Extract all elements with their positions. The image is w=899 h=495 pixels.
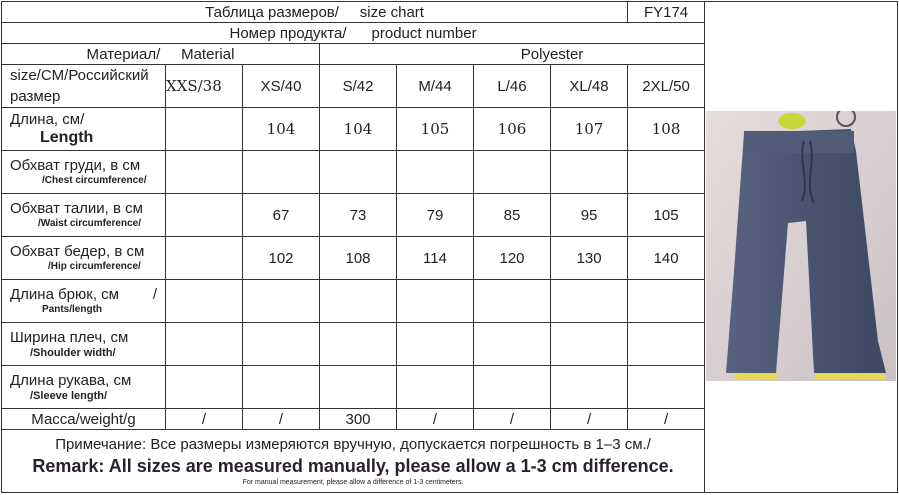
table-cell bbox=[243, 280, 320, 323]
table-row-sleeve bbox=[2, 366, 705, 409]
table-cell: / bbox=[551, 409, 628, 430]
table-cell: 85 bbox=[474, 194, 551, 237]
table-cell bbox=[243, 151, 320, 194]
product-number-row bbox=[2, 23, 705, 44]
table-cell bbox=[320, 280, 397, 323]
table-cell: 130 bbox=[551, 237, 628, 280]
table-cell bbox=[474, 366, 551, 409]
table-cell bbox=[551, 280, 628, 323]
table-cell bbox=[397, 323, 474, 366]
size-chart-table bbox=[1, 1, 705, 493]
hem-right bbox=[814, 373, 886, 379]
hem-left bbox=[734, 373, 778, 379]
table-cell: 95 bbox=[551, 194, 628, 237]
row-label-ru-suffix: / bbox=[152, 285, 157, 303]
row-label-en: /Shoulder width/ bbox=[30, 346, 116, 359]
table-cell bbox=[320, 366, 397, 409]
table-cell bbox=[551, 366, 628, 409]
style-code: FY174 bbox=[628, 2, 705, 23]
table-cell bbox=[474, 151, 551, 194]
product-number-en: product number bbox=[371, 24, 477, 42]
table-cell bbox=[166, 323, 243, 366]
chart-title-ru: Таблица размеров/ bbox=[205, 3, 339, 21]
table-cell bbox=[320, 323, 397, 366]
size-header-label: size/CM/Российский размер bbox=[2, 65, 166, 108]
size-xs: XS/40 bbox=[243, 65, 320, 108]
row-label-chest bbox=[2, 151, 166, 194]
weight-label: Масса/weight/g bbox=[2, 409, 166, 430]
table-cell bbox=[397, 366, 474, 409]
table-cell: 120 bbox=[474, 237, 551, 280]
table-cell bbox=[628, 280, 705, 323]
size-m: M/44 bbox=[397, 65, 474, 108]
table-cell bbox=[628, 151, 705, 194]
product-photo bbox=[706, 111, 896, 381]
row-label-en: Length bbox=[40, 128, 94, 146]
row-label-en: /Sleeve length/ bbox=[30, 389, 108, 402]
table-cell: 73 bbox=[320, 194, 397, 237]
table-cell bbox=[166, 108, 243, 151]
size-xl: XL/48 bbox=[551, 65, 628, 108]
table-row-waist bbox=[2, 194, 705, 237]
table-row-length bbox=[2, 108, 705, 151]
size-2xl: 2XL/50 bbox=[628, 65, 705, 108]
row-label-shoulder bbox=[2, 323, 166, 366]
table-cell: 105 bbox=[628, 194, 705, 237]
table-cell bbox=[628, 323, 705, 366]
row-label-hip bbox=[2, 237, 166, 280]
size-header-row bbox=[2, 65, 705, 108]
row-label-ru: Обхват груди, в см bbox=[10, 156, 141, 174]
table-cell: / bbox=[166, 409, 243, 430]
table-cell bbox=[243, 323, 320, 366]
table-cell: / bbox=[628, 409, 705, 430]
table-row-pants-length bbox=[2, 280, 705, 323]
row-label-length bbox=[2, 108, 166, 151]
remark-cell bbox=[2, 430, 705, 493]
table-cell: 104 bbox=[243, 108, 320, 151]
material-value bbox=[320, 44, 705, 65]
material-label-cell bbox=[2, 44, 320, 65]
remark-row bbox=[2, 430, 705, 493]
table-row-weight bbox=[2, 409, 705, 430]
remark-en: Remark: All sizes are measured manually, please allow a 1-3 cm difference. bbox=[32, 455, 674, 476]
waistband bbox=[744, 131, 854, 153]
row-label-en: /Waist circumference/ bbox=[38, 217, 142, 229]
table-cell: 108 bbox=[628, 108, 705, 151]
table-cell: 140 bbox=[628, 237, 705, 280]
remark-ru: Примечание: Все размеры измеряются вручную, допускается погрешность в 1–3 см./ bbox=[55, 435, 651, 453]
table-cell: 106 bbox=[474, 108, 551, 151]
row-label-en: /Hip circumference/ bbox=[48, 260, 141, 272]
product-number-cell bbox=[2, 23, 705, 44]
product-number-ru: Номер продукта/ bbox=[229, 24, 347, 42]
table-cell bbox=[243, 366, 320, 409]
table-cell: 108 bbox=[320, 237, 397, 280]
table-cell bbox=[474, 280, 551, 323]
table-cell bbox=[397, 280, 474, 323]
table-row-chest bbox=[2, 151, 705, 194]
row-label-ru: Длина, см/ bbox=[10, 110, 85, 128]
table-cell: / bbox=[243, 409, 320, 430]
table-cell: 79 bbox=[397, 194, 474, 237]
material-row bbox=[2, 44, 705, 65]
table-cell: / bbox=[397, 409, 474, 430]
table-cell: 67 bbox=[243, 194, 320, 237]
row-label-ru: Ширина плеч, см bbox=[10, 328, 129, 346]
size-s: S/42 bbox=[320, 65, 397, 108]
table-cell bbox=[166, 194, 243, 237]
table-row-hip bbox=[2, 237, 705, 280]
row-label-ru: Обхват талии, в см bbox=[10, 199, 143, 217]
table-cell: 102 bbox=[243, 237, 320, 280]
row-label-ru: Обхват бедер, в см bbox=[10, 242, 145, 260]
table-cell: / bbox=[474, 409, 551, 430]
yellow-object bbox=[778, 113, 806, 129]
row-label-waist bbox=[2, 194, 166, 237]
table-cell: 104 bbox=[320, 108, 397, 151]
table-cell bbox=[166, 151, 243, 194]
title-row bbox=[2, 2, 705, 23]
row-label-sleeve bbox=[2, 366, 166, 409]
row-label-en: Pants/length bbox=[42, 303, 103, 315]
table-cell bbox=[397, 151, 474, 194]
row-label-pants-length bbox=[2, 280, 166, 323]
material-value-text: Polyester bbox=[520, 45, 584, 63]
table-cell: 300 bbox=[320, 409, 397, 430]
table-cell bbox=[166, 366, 243, 409]
table-cell: 114 bbox=[397, 237, 474, 280]
chart-title-cell bbox=[2, 2, 628, 23]
remark-small: For manual measurement, please allow a difference of 1-3 centimeters. bbox=[242, 478, 464, 486]
table-cell bbox=[166, 237, 243, 280]
table-cell bbox=[320, 151, 397, 194]
row-label-ru: Длина рукава, см bbox=[10, 371, 132, 389]
table-cell: 107 bbox=[551, 108, 628, 151]
row-label-ru: Длина брюк, см bbox=[10, 285, 119, 303]
material-label-en: Material bbox=[181, 45, 235, 63]
table-cell bbox=[628, 366, 705, 409]
row-label-en: /Chest circumference/ bbox=[42, 174, 147, 186]
table-row-shoulder bbox=[2, 323, 705, 366]
size-xxs: XXS/38 bbox=[166, 65, 243, 108]
material-label-ru: Материал/ bbox=[86, 45, 161, 63]
table-cell: 105 bbox=[397, 108, 474, 151]
table-cell bbox=[166, 280, 243, 323]
size-l: L/46 bbox=[474, 65, 551, 108]
table-cell bbox=[551, 323, 628, 366]
table-cell bbox=[474, 323, 551, 366]
table-cell bbox=[551, 151, 628, 194]
chart-title-en: size chart bbox=[359, 3, 424, 21]
row-label-ru-wrap bbox=[2, 286, 165, 303]
